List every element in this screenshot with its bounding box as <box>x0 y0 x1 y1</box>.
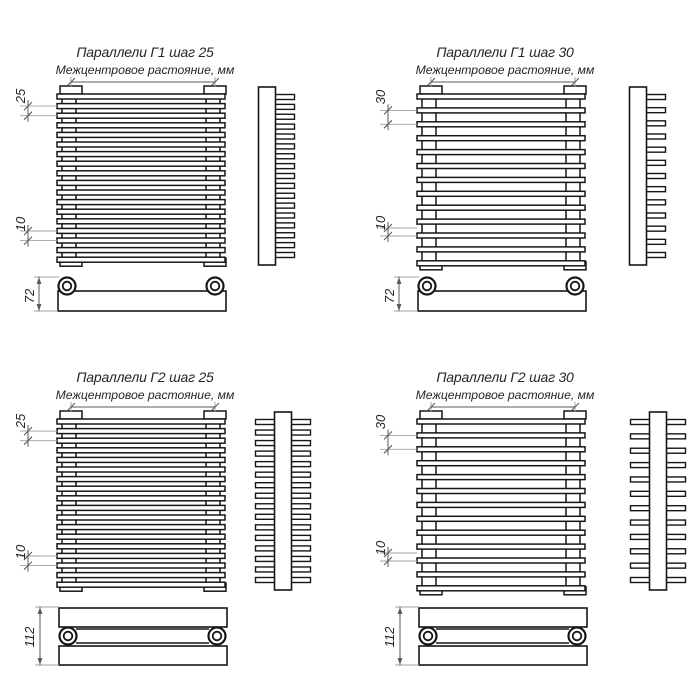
variant-g2-step30 <box>380 402 686 665</box>
front-view <box>57 86 226 266</box>
center-distance-caption: Межцентровое растояние, мм <box>415 388 595 402</box>
variant-title: Параллели Г1 шаг 30 <box>436 44 574 60</box>
inner-dimension-label: 10 <box>13 544 28 560</box>
depth-dimension-label: 112 <box>382 626 397 648</box>
center-distance-dimension <box>67 77 219 87</box>
depth-dimension-label: 72 <box>382 288 397 304</box>
depth-dimension-label: 112 <box>22 626 37 648</box>
depth-dimension <box>35 607 59 665</box>
front-view <box>417 411 586 595</box>
step-dimension-label: 25 <box>13 88 28 104</box>
variant-g1-step25 <box>20 77 295 311</box>
bottom-view <box>58 278 226 312</box>
center-distance-dimension <box>67 402 219 412</box>
center-distance-caption: Межцентровое растояние, мм <box>55 388 235 402</box>
center-distance-dimension <box>427 77 579 87</box>
variant-title: Параллели Г2 шаг 25 <box>76 369 214 385</box>
inner-dimension-label: 10 <box>373 215 388 231</box>
step-dimension-label: 30 <box>373 414 388 430</box>
inner-dimension-label: 10 <box>13 216 28 232</box>
variant-title: Параллели Г1 шаг 25 <box>76 44 214 60</box>
side-view <box>259 87 295 265</box>
center-distance-caption: Межцентровое растояние, мм <box>415 63 595 77</box>
depth-dimension <box>395 607 419 665</box>
front-view <box>417 86 586 270</box>
side-view <box>631 412 686 590</box>
bottom-view <box>59 608 227 665</box>
variant-g2-step25 <box>20 402 311 665</box>
variant-g1-step30 <box>380 77 666 311</box>
variant-title: Параллели Г2 шаг 30 <box>436 369 574 385</box>
step-dimension-label: 25 <box>13 413 28 429</box>
front-view <box>57 411 226 591</box>
bottom-view <box>419 608 587 665</box>
center-distance-caption: Межцентровое растояние, мм <box>55 63 235 77</box>
bottom-view <box>418 278 586 312</box>
inner-dimension-label: 10 <box>373 540 388 556</box>
side-view <box>256 412 311 590</box>
side-view <box>630 87 666 265</box>
depth-dimension-label: 72 <box>22 288 37 304</box>
step-dimension-label: 30 <box>373 89 388 105</box>
center-distance-dimension <box>427 402 579 412</box>
